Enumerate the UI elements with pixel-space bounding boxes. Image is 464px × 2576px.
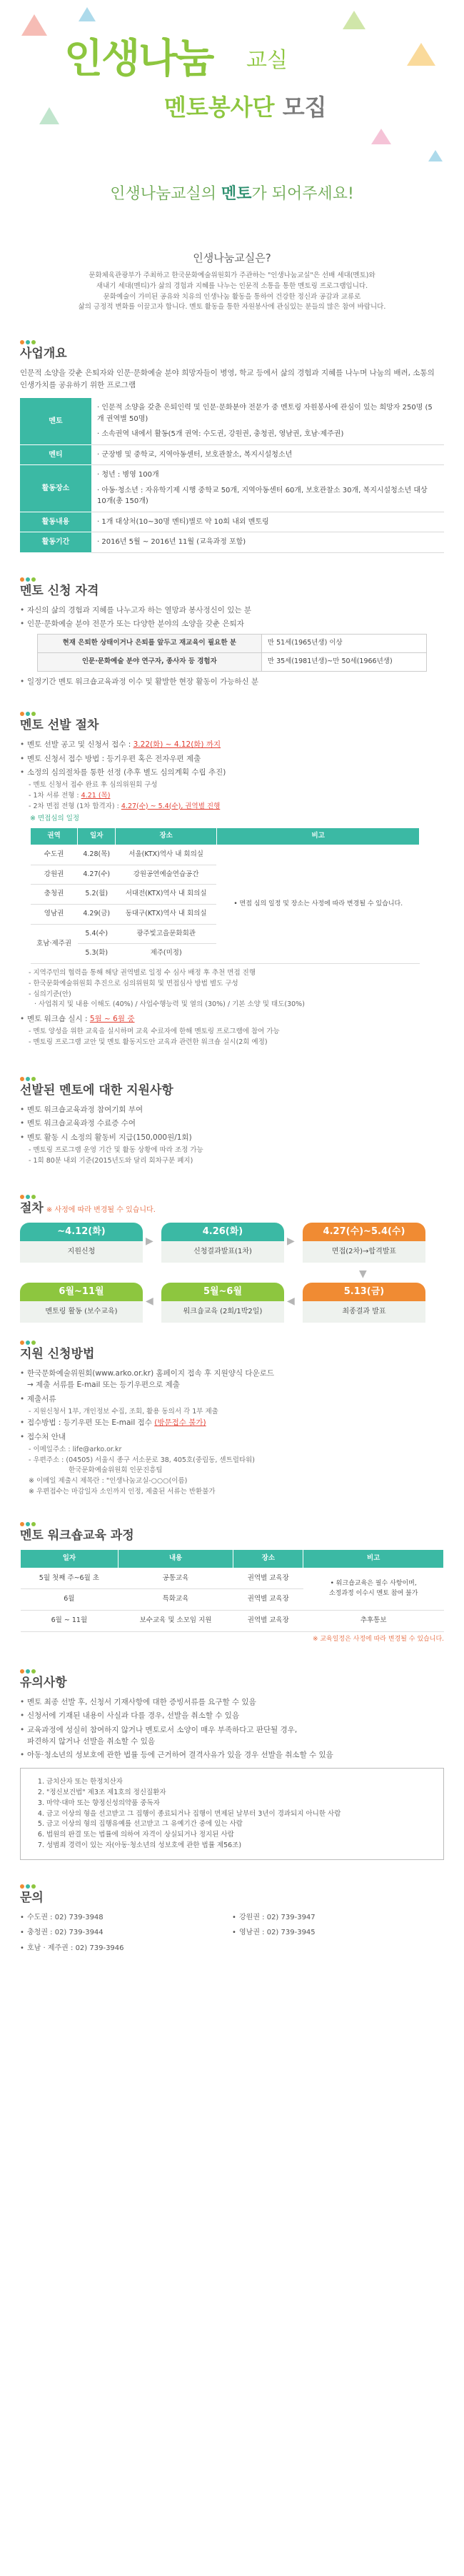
contact-item: • 호남 · 제주권 : 02) 739-3946 <box>20 1943 232 1954</box>
intro-line: 새내기 세대(멘티)가 삶의 경험과 지혜를 나누는 인문적 소통을 통한 멘토링 프로그램입니다. <box>96 282 368 290</box>
section-notice <box>0 1666 464 1861</box>
logo-subtitle: 멘토봉사단 모집 <box>164 94 327 121</box>
section-qualification <box>0 575 464 688</box>
list-item: • 제출서류 <box>20 1393 444 1405</box>
section-title: 문의 <box>20 1891 44 1906</box>
list-item: • 멘토 워크숍교육과정 참여기회 부여 <box>20 1104 444 1115</box>
section-dots <box>20 1881 444 1887</box>
contact-item: • 강원권 : 02) 739-3947 <box>232 1912 444 1924</box>
list-item: • 접수방법 : 등기우편 또는 E-mail 접수 (방문접수 불가) <box>20 1417 444 1428</box>
process-step: ~4.12(화) 지원신청 <box>20 1223 143 1263</box>
list-item: • 접수처 안내 <box>20 1431 444 1443</box>
table-row: 호남·제주권 5.4(수) 광주빛고을문화회관 <box>31 924 420 944</box>
table-row: 6월 ~ 11월 보수교육 및 소모임 지원 권역별 교육장 추후통보 <box>21 1611 444 1632</box>
table-row: 수도권 4.28(목) 서울(KTX)역사 내 회의실 • 면접 심의 일정 및 장소는 사정에 따라 변경될 수 있습니다. <box>31 845 420 865</box>
decor-triangle <box>343 11 365 29</box>
table-row: 5월 첫째 주~6월 초 공통교육 권역별 교육장 • 워크숍교육은 필수 사항이며, 소정과정 이수시 멘토 참여 불가 <box>21 1568 444 1589</box>
decor-triangle <box>21 14 47 36</box>
section-dots <box>20 1192 444 1198</box>
workshop-note: ※ 교육일정은 사정에 따라 변경될 수 있습니다. <box>312 1635 444 1643</box>
condition-table: 현재 은퇴한 상태이거나 은퇴를 앞두고 재교육이 필요한 분 만 51세(1965년생) 이상 인문·문화예술 분야 연구자, 종사자 등 경험자 만 35세(1981년생)~만 50세(1966년생) <box>37 634 427 671</box>
process-step: 6월~11월 멘토링 활동 (보수교육) <box>20 1283 143 1323</box>
decor-triangle <box>79 7 96 21</box>
intro-title: 인생나눔교실은? <box>193 252 271 264</box>
list-item: • 인문·문화예술 분야 전문가 또는 다양한 분야의 소양을 갖춘 은퇴자 <box>20 618 444 630</box>
section-support: 선발된 멘토에 대한 지원사항 • 멘토 워크숍교육과정 참여기회 부여 • 멘토 워크숍교육과정 수료증 수여 • 멘토 활동 시 소정의 활동비 지급(150,000원/1회) - 멘토링 프로그램 운영 기간 및 활동 상황에 따라 조정 가능 - 1회 80분 내외 기준(2015년도와 달리 회차구분 폐지) <box>0 1074 464 1167</box>
section-title: 선발된 멘토에 대한 지원사항 <box>20 1083 173 1098</box>
list-item: • 멘토 활동 시 소정의 활동비 지급(150,000원/1회) <box>20 1132 444 1143</box>
arrow-left-icon: ◀ <box>146 1295 153 1307</box>
tagline: 인생나눔교실의 멘토가 되어주세요! <box>110 185 354 203</box>
table-row: 멘토 · 인문적 소양을 갖춘 은퇴인력 및 인문·문화분야 전문가 중 멘토링 자원봉사에 관심이 있는 희망자 250명 (5개 권역별 50명) · 소속권역 내에서 활동(5개 권역: 수도권, 강원권, 충청권, 영남권, 호남·제주권) <box>20 398 444 444</box>
list-item: • 멘토 워크숍 실시 : 5월 ~ 6월 중 <box>20 1013 444 1025</box>
overview-desc: 인문적 소양을 갖춘 은퇴자와 인문·문화예술 분야 희망자들이 병영, 학교 등에서 삶의 경험과 지혜를 나누며 나눔의 배려, 소통의 인생가치를 공유하기 위한 프로그램 <box>20 369 435 389</box>
contact-item: • 충청권 : 02) 739-3944 <box>20 1927 232 1939</box>
interview-schedule-table: 권역 일자 장소 비고 수도권 4.28(목) 서울(KTX)역사 내 회의실 • 면접 심의 일정 및 장소는 사정에 따라 변경될 수 있습니다. 강원권 4.27(수) 강원공연예술연습공간 충청권 5.2(월) 서대전(KTX)역사 내 회의실 영남권 4.29(금) 동대구(KTX)역사 내 회의실 호남·제주권 5.4(수) 광주빛고을문화회관 5.3(화) 제주(미정) <box>30 827 420 964</box>
section-title: 멘토 선발 절차 <box>20 718 99 733</box>
section-title: 멘토 워크숍교육 과정 <box>20 1528 134 1543</box>
section-application: 지원 신청방법 • 한국문화예술위원회(www.arko.or.kr) 홈페이지 접속 후 지원양식 다운로드 → 제출 서류를 E-mail 또는 등기우편으로 제출 • 제출서류 - 지원신청서 1부, 개인정보 수집, 조회, 활용 동의서 각 1부 제출 • 접수방법 : 등기우편 또는 E-mail 접수 (방문접수 불가) • 접수처 안내 - 이메일주소 : life@arko.or.kr - 우편주소 : (04505) 서울시 종구 서소문로 38, 405호(중림동, 센트럴타워) 한국문화예술위원회 인문진흥팀 ※ 이메일 제출시 제목란 : "인생나눔교실-○○○(이름) ※ 우편접수는 마감일자 소인까지 인정, 제출된 서류는 반환불가 <box>0 1338 464 1498</box>
process-step: 4.27(수)~5.4(수) 면접(2차)→합격발표 <box>303 1223 425 1263</box>
table-row: 활동내용 · 1개 대상처(10~30명 멘티)별로 약 10회 내외 멘토링 <box>20 512 444 532</box>
intro-line: 삶의 긍정적 변화를 이끌고자 합니다. 멘토 활동을 통한 자원봉사에 관심있는 분들의 많은 참여 바랍니다. <box>78 303 386 312</box>
section-dots <box>20 1074 444 1080</box>
section-title: 사업개요 <box>20 347 67 362</box>
arrow-right-icon: ▶ <box>146 1235 153 1247</box>
section-selection: 멘토 선발 절차 • 멘토 선발 공고 및 신청서 접수 : 3.22(화) ~ 4.12(화) 까지 • 멘토 신청서 접수 방법 : 등기우편 혹은 전자우편 제출 • 소정의 심의절차를 통한 선정 (추후 별도 심의계획 수립 추진) - 멘토 신청서 접수 완료 후 심의위원회 구성 - 1차 서류 전형 : 4.21 (목) - 2차 면접 전형 (1차 합격자) : 4.27(수) ~ 5.4(수), 권역별 진행 ※ 면접심의 일정 권역 일자 장소 비고 수도권 4.28(목) 서울(KTX)역사 내 회의실 • 면접 심의 일정 및 장소는 사정에 따라 변경될 수 있습니다. 강원권 4.27(수) 강원공연예술연습공간 충청권 5.2(월) 서대전(KTX)역사 내 회의실 영남권 4.29(금) 동대구(KTX)역사 내 회의실 호남·제주권 5.4(수) 광주빛고을문화회관 5.3(화) 제주(미정) - 지역주민의 협력을 통해 해당 권역별로 일정 수 심사 배정 후 추천 면접 진행 - 한국문화예술위원회 추진으로 심의위원회 및 면접심사 방법 별도 구성 - 심의기준(안) · 사업취지 및 내용 이해도 (40%) / 사업수행능력 및 열의 (30%) / 기본 소양 및 태도(30%) • 멘토 워크숍 실시 : 5월 ~ 6월 중 - 멘토 양성을 위한 교육을 실시하며 교육 수료자에 한해 멘토링 프로그램에 참여 가능 - 멘토링 프로그램 교안 및 멘토 활동지도안 교육과 관련한 워크숍 실시(2회 예정) <box>0 709 464 1048</box>
table-row: 활동기간 · 2016년 5월 ~ 2016년 11월 (교육과정 포함) <box>20 532 444 553</box>
section-dots <box>20 1666 444 1672</box>
section-title: 지원 신청방법 <box>20 1346 95 1361</box>
section-dots <box>20 575 444 580</box>
section-workshop <box>0 1519 464 1645</box>
decor-triangle <box>428 150 443 161</box>
arrow-down-icon: ▼ <box>359 1268 367 1280</box>
logo-small: 교실 <box>246 48 288 73</box>
section-overview <box>0 337 464 552</box>
list-item: • 멘토 워크숍교육과정 수료증 수여 <box>20 1118 444 1129</box>
list-item: • 멘토 선발 공고 및 신청서 접수 : 3.22(화) ~ 4.12(화) 까지 <box>20 739 444 750</box>
decor-triangle <box>39 107 59 124</box>
decor-triangle <box>371 129 391 144</box>
table-row: 활동장소 · 청년 : 병영 100개 · 아동·청소년 : 자유학기제 시행 중학교 50개, 지역아동센터 60개, 보호관찰소 30개, 복지시설청소년 대상 10개(총 150개) <box>20 465 444 512</box>
list-item: • 한국문화예술위원회(www.arko.or.kr) 홈페이지 접속 후 지원양식 다운로드 → 제출 서류를 E-mail 또는 등기우편으로 제출 <box>20 1368 444 1391</box>
list-item: • 신청서에 기재된 내용이 사실과 다를 경우, 선발을 취소할 수 있음 <box>20 1710 444 1721</box>
contact-item: • 영남권 : 02) 739-3945 <box>232 1927 444 1939</box>
logo-word: 인생나눔 <box>64 36 213 82</box>
section-dots <box>20 337 444 343</box>
overview-table <box>20 398 444 553</box>
hero <box>0 0 464 264</box>
decor-triangle <box>407 43 435 66</box>
process-step: 5.13(금) 최종결과 발표 <box>303 1283 425 1323</box>
workshop-table: 일자 내용 장소 비고 5월 첫째 주~6월 초 공통교육 권역별 교육장 • 워크숍교육은 필수 사항이며, 소정과정 이수시 멘토 참여 불가 6월 특화교육 권역별 교육장 6월 ~ 11월 보수교육 및 소모임 지원 권역별 교육장 추후통보 <box>20 1549 444 1632</box>
list-item: • 아동·청소년의 성보호에 관한 법률 등에 근거하여 결격사유가 있을 경우 선발을 취소할 수 있음 <box>20 1749 444 1761</box>
intro-line: 문화예술이 가미된 공유와 치유의 인생나눔 활동을 통하여 건강한 정신과 공감과 교류로 <box>103 292 361 301</box>
section-contact <box>0 1881 464 1958</box>
table-row: 강원권 4.27(수) 강원공연예술연습공간 <box>31 865 420 885</box>
section-dots <box>20 1338 444 1343</box>
schedule-label: ※ 면접심의 일정 <box>30 815 80 823</box>
section-dots <box>20 1519 444 1525</box>
list-item: • 멘토 최종 선발 후, 신청서 기재사항에 대한 증빙서류를 요구할 수 있음 <box>20 1696 444 1708</box>
contact-item: • 수도권 : 02) 739-3948 <box>20 1912 232 1924</box>
table-row: 5.3(화) 제주(미정) <box>31 944 420 964</box>
list-item: • 소정의 심의절차를 통한 선정 (추후 별도 심의계획 수립 추진) <box>20 767 444 778</box>
section-title: 절차 ※ 사정에 따라 변경될 수 있습니다. <box>20 1201 156 1216</box>
contact-list <box>20 1912 444 1959</box>
table-row: 6월 특화교육 권역별 교육장 <box>21 1589 444 1611</box>
intro-line: 문화체육관광부가 주최하고 한국문화예술위원회가 주관하는 "인생나눔교실"은 선배 세대(멘토)와 <box>89 272 375 280</box>
table-row: 충청권 5.2(월) 서대전(KTX)역사 내 회의실 <box>31 885 420 905</box>
disqualification-box: 1. 금치산자 또는 한정치산자 2. "정신보건법" 제3조 제1호의 정신질환자 3. 마약·대마 또는 향정신성의약품 중독자 4. 금고 이상의 형을 선고받고 그 집행이 종료되거나 집행이 면제된 날부터 3년이 경과되지 아니한 사람 5. 금고 이상의 형의 집행유예를 선고받고 그 유예기간 중에 있는 사람 6. 법원의 판결 또는 법률에 의하여 자격이 상실되거나 정지된 사람 7. 성범죄 경력이 있는 자(아동·청소년의 성보호에 관한 법률 제56조) <box>20 1768 444 1860</box>
list-item: • 자신의 삶의 경험과 지혜를 나누고자 하는 열망과 봉사정신이 있는 분 <box>20 605 444 616</box>
table-row: 영남권 4.29(금) 동대구(KTX)역사 내 회의실 <box>31 904 420 924</box>
arrow-left-icon: ◀ <box>287 1295 295 1307</box>
process-step: 4.26(화) 신청결과발표(1차) <box>161 1223 284 1263</box>
table-row: 멘티 · 군장병 및 중학교, 지역아동센터, 보호관찰소, 복지시설청소년 <box>20 444 444 465</box>
section-title: 유의사항 <box>20 1675 67 1690</box>
list-item: • 멘토 신청서 접수 방법 : 등기우편 혹은 전자우편 제출 <box>20 753 444 765</box>
section-title: 멘토 신청 자격 <box>20 583 99 598</box>
arrow-right-icon: ▶ <box>287 1235 295 1247</box>
process-step: 5월~6월 워크숍교육 (2회/1박2일) <box>161 1283 284 1323</box>
list-item: • 일정기간 멘토 워크숍교육과정 이수 및 활발한 현장 활동이 가능하신 분 <box>20 676 444 687</box>
section-dots <box>20 709 444 715</box>
list-item: • 교육과정에 성실히 참여하지 않거나 멘토로서 소양이 매우 부족하다고 판단될 경우, 파견하지 않거나 선발을 취소할 수 있음 <box>20 1724 444 1748</box>
